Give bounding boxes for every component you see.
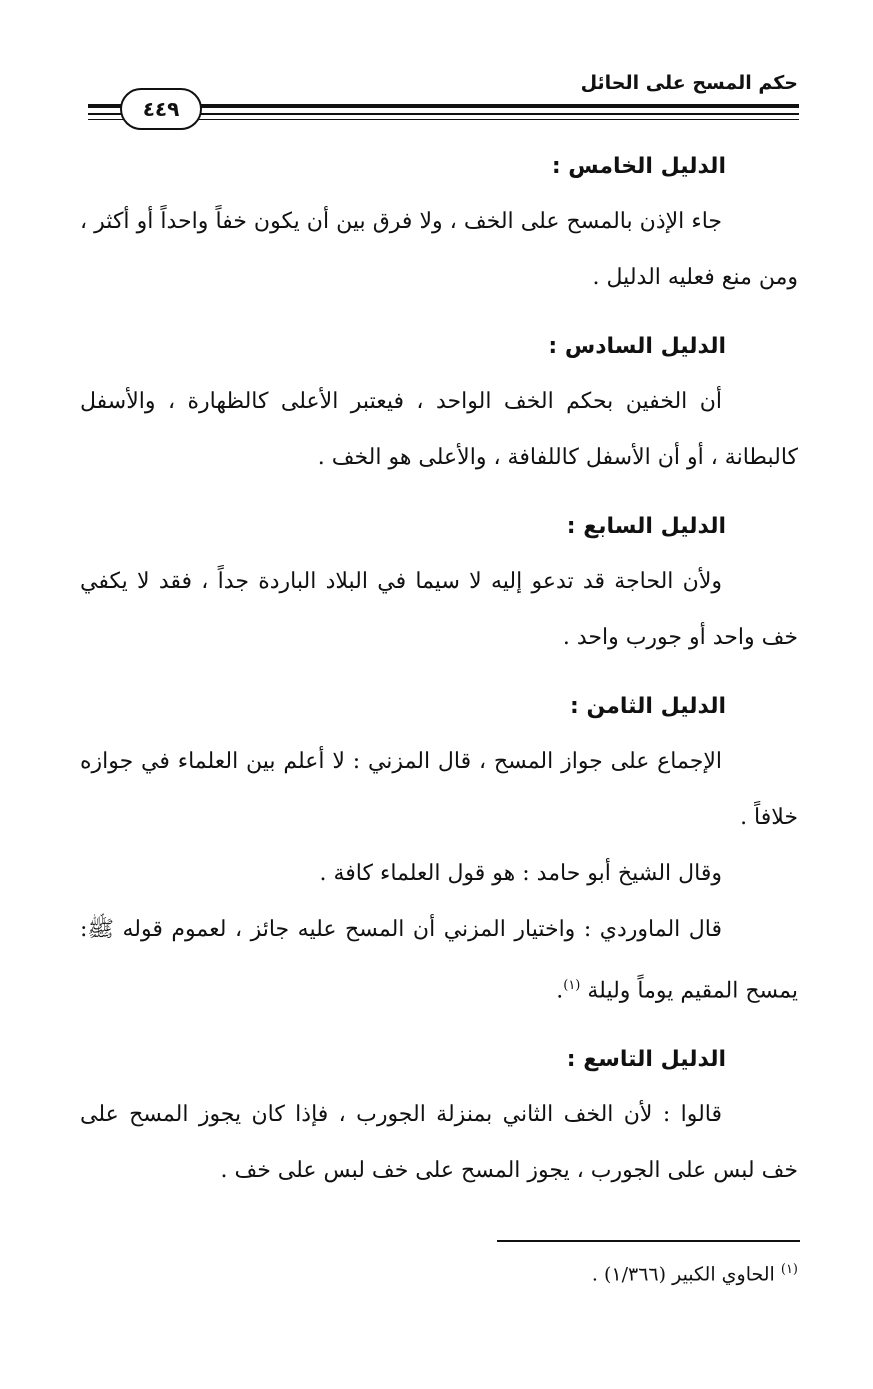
section-heading: الدليل الثامن : [570, 694, 726, 719]
paragraph: الإجماع على جواز المسح ، قال المزني : لا أعلم بين العلماء في جوازه خلافاً . [80, 749, 798, 830]
page-body [80, 140, 798, 1213]
section-eighth-evidence [80, 680, 798, 1019]
page-number: ٤٤٩ [120, 88, 202, 130]
section-seventh-evidence [80, 500, 798, 666]
section-fifth-evidence [80, 140, 798, 306]
footnote-reference[interactable]: (١) [563, 978, 581, 993]
footnote-text: الحاوي الكبير (١/٣٦٦) . [591, 1263, 775, 1286]
paragraph-text: قال الماوردي : واختيار المزني أن المسح عليه جائز ، لعموم قوله ﷺ: يمسح المقيم يوماً وليلة [80, 917, 798, 1004]
running-header-title: حكم المسح على الحائل [580, 72, 798, 94]
footnote [592, 1262, 798, 1285]
paragraph: قالوا : لأن الخف الثاني بمنزلة الجورب ، فإذا كان يجوز المسح على خف لبس على الجورب ، يجوز المسح على خف لبس على خف . [80, 1102, 798, 1184]
section-heading: الدليل السادس : [548, 334, 726, 359]
paragraph: جاء الإذن بالمسح على الخف ، ولا فرق بين أن يكون خفاً واحداً أو أكثر ، ومن منع فعليه الدليل . [80, 209, 798, 290]
footnote-marker: (١) [780, 1262, 798, 1277]
paragraph: أن الخفين بحكم الخف الواحد ، فيعتبر الأعلى كالظهارة ، والأسفل كالبطانة ، أو أن الأسفل كاللفافة ، والأعلى هو الخف . [80, 389, 798, 470]
paragraph: قال الماوردي : واختيار المزني أن المسح عليه جائز ، لعموم قوله ﷺ: يمسح المقيم يوماً وليلة $^{(١)}$. [80, 917, 798, 1004]
section-sixth-evidence [80, 320, 798, 486]
paragraph: وقال الشيخ أبو حامد : هو قول العلماء كافة . [319, 861, 722, 886]
section-heading: الدليل الخامس : [551, 154, 726, 179]
footnote-separator [497, 1240, 800, 1242]
section-heading: الدليل السابع : [566, 514, 726, 539]
section-ninth-evidence [80, 1033, 798, 1199]
paragraph: ولأن الحاجة قد تدعو إليه لا سيما في البلاد الباردة جداً ، فقد لا يكفي خف واحد أو جورب واحد . [80, 569, 798, 650]
section-heading: الدليل التاسع : [566, 1047, 726, 1073]
